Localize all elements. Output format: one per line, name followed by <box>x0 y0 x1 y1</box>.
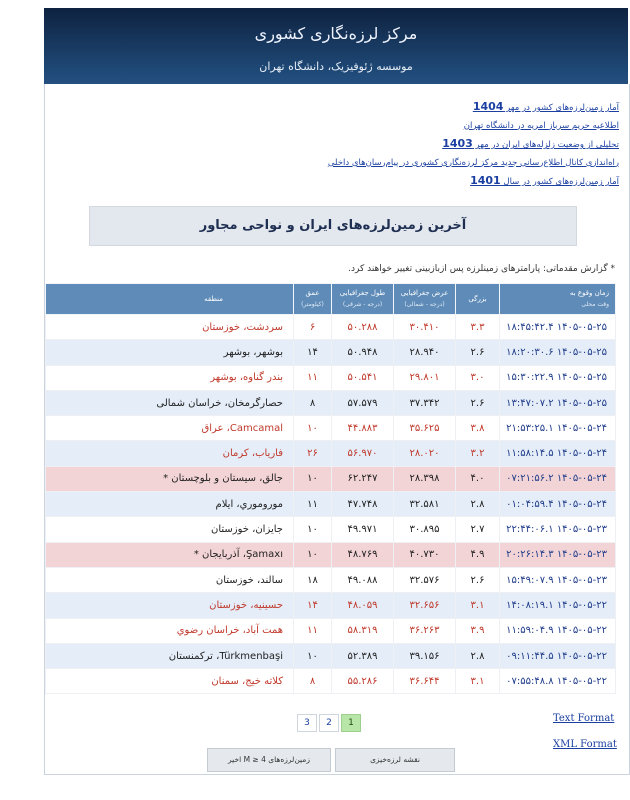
news-link-text: راه‌اندازی کانال اطلاع‌رسانی جدید مرکز لرزه‌نگاری کشوری در پیام‌رسان‌های داخلی <box>327 157 619 168</box>
col-header-latitude-label: عرض جغرافیایی <box>400 289 449 297</box>
longitude-cell: ۵۵.۲۸۶ <box>332 669 394 694</box>
longitude-cell: ۵۰.۵۴۱ <box>332 365 394 390</box>
earthquake-table <box>45 283 616 694</box>
table-row[interactable] <box>46 466 616 491</box>
longitude-cell: ۴۷.۷۴۸ <box>332 492 394 517</box>
event-time-cell[interactable]: ۱۴۰۵-۰۵-۲۵ ۱۸:۲۰:۳۰.۶ <box>500 340 616 365</box>
table-header-row <box>46 284 616 315</box>
latitude-cell: ۲۹.۸۰۱ <box>394 365 456 390</box>
col-header-region <box>46 284 294 315</box>
news-link-year: 1404 <box>472 100 504 113</box>
magnitude-cell: ۳.۲ <box>456 441 500 466</box>
depth-cell: ۶ <box>294 315 332 340</box>
site-title: مرکز لرزه‌نگاری کشوری <box>254 24 418 43</box>
latitude-cell: ۲۸.۰۲۰ <box>394 441 456 466</box>
magnitude-cell: ۲.۶ <box>456 340 500 365</box>
magnitude-cell: ۲.۷ <box>456 517 500 542</box>
latitude-cell: ۳۶.۶۴۴ <box>394 669 456 694</box>
depth-cell: ۸ <box>294 390 332 415</box>
news-link-text: آمار زمین‌لرزه‌های کشور در مهر <box>503 103 619 113</box>
site-subtitle: موسسه ژئوفیزیک، دانشگاه تهران <box>259 60 413 73</box>
table-row[interactable] <box>46 340 616 365</box>
col-header-time-label: زمان وقوع به <box>569 289 609 297</box>
depth-cell: ۱۴ <box>294 593 332 618</box>
depth-cell: ۱۸ <box>294 567 332 592</box>
region-cell[interactable]: بوشهر، بوشهر <box>46 340 294 365</box>
region-cell[interactable]: Türkmenbaşi، ترکمنستان <box>46 643 294 668</box>
news-link-text: آمار زمین‌لرزه‌های کشور در سال <box>500 177 619 187</box>
event-time-cell[interactable]: ۱۴۰۵-۰۵-۲۲ ۰۷:۵۵:۴۸.۸ <box>500 669 616 694</box>
longitude-cell: ۵۰.۹۴۸ <box>332 340 394 365</box>
news-link-text: تحلیلی از وضعیت زلزله‌های ایران در مهر <box>472 140 619 150</box>
recent-m4-button[interactable]: زمین‌لرزه‌های M ≥ 4 اخیر <box>207 748 331 772</box>
format-links <box>553 706 617 758</box>
seismicity-map-button[interactable]: نقشه لرزه‌خیزی <box>335 748 455 772</box>
table-row[interactable] <box>46 669 616 694</box>
col-header-time-sub: وقت محلی <box>581 301 609 308</box>
event-time-cell[interactable]: ۱۴۰۵-۰۵-۲۴ ۰۷:۲۱:۵۶.۲ <box>500 466 616 491</box>
page-link[interactable]: 1 <box>341 714 361 732</box>
col-header-depth <box>294 284 332 315</box>
col-header-time <box>500 284 616 315</box>
region-cell[interactable]: کلاته خيج، سمنان <box>46 669 294 694</box>
longitude-cell: ۴۴.۸۸۳ <box>332 416 394 441</box>
latest-earthquakes-heading: آخرین زمین‌لرزه‌های ایران و نواحی مجاور <box>89 206 577 246</box>
latitude-cell: ۳۵.۶۲۵ <box>394 416 456 441</box>
table-row[interactable] <box>46 416 616 441</box>
pagination <box>297 714 363 733</box>
depth-cell: ۱۱ <box>294 618 332 643</box>
region-cell[interactable]: موروموري، ايلام <box>46 492 294 517</box>
table-row[interactable] <box>46 542 616 567</box>
region-cell[interactable]: جالق، سيستان و بلوچستان * <box>46 466 294 491</box>
news-link[interactable] <box>328 135 619 155</box>
region-cell[interactable]: جايزان، خوزستان <box>46 517 294 542</box>
col-header-longitude-sub: (درجه - شرقی) <box>342 301 383 308</box>
magnitude-cell: ۳.۳ <box>456 315 500 340</box>
region-cell[interactable]: حصارگرمخان، خراسان شمالی <box>46 390 294 415</box>
event-time-cell[interactable]: ۱۴۰۵-۰۵-۲۲ ۱۴:۰۸:۱۹.۱ <box>500 593 616 618</box>
col-header-depth-sub: (کیلومتر) <box>301 301 324 308</box>
magnitude-cell: ۴.۹ <box>456 542 500 567</box>
magnitude-cell: ۳.۱ <box>456 669 500 694</box>
depth-cell: ۱۱ <box>294 492 332 517</box>
event-time-cell[interactable]: ۱۴۰۵-۰۵-۲۵ ۱۵:۳۰:۲۲.۹ <box>500 365 616 390</box>
news-link[interactable] <box>328 118 619 136</box>
event-time-cell[interactable]: ۱۴۰۵-۰۵-۲۴ ۲۱:۵۳:۲۵.۱ <box>500 416 616 441</box>
table-row[interactable] <box>46 390 616 415</box>
col-header-longitude <box>332 284 394 315</box>
magnitude-cell: ۴.۰ <box>456 466 500 491</box>
depth-cell: ۲۶ <box>294 441 332 466</box>
depth-cell: ۱۱ <box>294 365 332 390</box>
longitude-cell: ۴۸.۷۶۹ <box>332 542 394 567</box>
col-header-latitude-sub: (درجه - شمالی) <box>404 301 445 308</box>
news-link[interactable] <box>328 172 619 192</box>
page-link[interactable]: 2 <box>319 714 339 732</box>
depth-cell: ۱۰ <box>294 517 332 542</box>
table-row[interactable] <box>46 315 616 340</box>
event-time-cell[interactable]: ۱۴۰۵-۰۵-۲۲ ۰۹:۱۱:۴۴.۵ <box>500 643 616 668</box>
news-link[interactable] <box>328 155 619 173</box>
event-time-cell[interactable]: ۱۴۰۵-۰۵-۲۲ ۱۱:۵۹:۰۴.۹ <box>500 618 616 643</box>
region-cell[interactable]: بندر گناوه، بوشهر <box>46 365 294 390</box>
magnitude-cell: ۲.۶ <box>456 567 500 592</box>
latitude-cell: ۳۹.۱۵۶ <box>394 643 456 668</box>
longitude-cell: ۵۲.۳۸۹ <box>332 643 394 668</box>
col-header-longitude-label: طول جغرافیایی <box>339 289 386 297</box>
event-time-cell[interactable]: ۱۴۰۵-۰۵-۲۵ ۱۳:۴۷:۰۷.۲ <box>500 390 616 415</box>
longitude-cell: ۴۸.۰۵۹ <box>332 593 394 618</box>
event-time-cell[interactable]: ۱۴۰۵-۰۵-۲۵ ۱۸:۴۵:۴۲.۴ <box>500 315 616 340</box>
event-time-cell[interactable]: ۱۴۰۵-۰۵-۲۳ ۲۰:۲۶:۱۴.۳ <box>500 542 616 567</box>
latitude-cell: ۲۸.۳۹۸ <box>394 466 456 491</box>
event-time-cell[interactable]: ۱۴۰۵-۰۵-۲۳ ۱۵:۴۹:۰۷.۹ <box>500 567 616 592</box>
latitude-cell: ۳۶.۲۶۳ <box>394 618 456 643</box>
magnitude-cell: ۲.۸ <box>456 492 500 517</box>
magnitude-cell: ۳.۹ <box>456 618 500 643</box>
latitude-cell: ۳۰.۴۱۰ <box>394 315 456 340</box>
latitude-cell: ۳۲.۵۸۱ <box>394 492 456 517</box>
depth-cell: ۱۰ <box>294 542 332 567</box>
longitude-cell: ۵۶.۹۷۰ <box>332 441 394 466</box>
region-cell[interactable]: سالند، خوزستان <box>46 567 294 592</box>
region-cell[interactable]: سردشت، خوزستان <box>46 315 294 340</box>
table-row[interactable] <box>46 517 616 542</box>
longitude-cell: ۴۹.۰۸۸ <box>332 567 394 592</box>
col-header-magnitude <box>456 284 500 315</box>
event-time-cell[interactable]: ۱۴۰۵-۰۵-۲۴ ۰۱:۰۴:۵۹.۴ <box>500 492 616 517</box>
table-row[interactable] <box>46 593 616 618</box>
region-cell[interactable]: همت آباد، خراسان رضوي <box>46 618 294 643</box>
region-cell[interactable]: Şamaxı، آذربايجان * <box>46 542 294 567</box>
latitude-cell: ۴۰.۷۳۰ <box>394 542 456 567</box>
xml-format-link[interactable]: XML Format <box>553 739 617 750</box>
event-time-cell[interactable]: ۱۴۰۵-۰۵-۲۴ ۱۱:۵۸:۱۴.۵ <box>500 441 616 466</box>
latitude-cell: ۳۲.۶۵۶ <box>394 593 456 618</box>
table-row[interactable] <box>46 618 616 643</box>
longitude-cell: ۵۷.۵۷۹ <box>332 390 394 415</box>
longitude-cell: ۶۲.۲۴۷ <box>332 466 394 491</box>
col-header-latitude <box>394 284 456 315</box>
depth-cell: ۸ <box>294 669 332 694</box>
region-cell[interactable]: فارياب، کرمان <box>46 441 294 466</box>
longitude-cell: ۵۸.۳۱۹ <box>332 618 394 643</box>
magnitude-cell: ۳.۱ <box>456 593 500 618</box>
magnitude-cell: ۳.۰ <box>456 365 500 390</box>
earthquake-table-body <box>46 315 616 694</box>
latitude-cell: ۳۰.۸۹۵ <box>394 517 456 542</box>
text-format-link[interactable]: Text Format <box>553 713 615 724</box>
col-header-magnitude-label: بزرگی <box>468 294 487 303</box>
table-row[interactable] <box>46 365 616 390</box>
col-header-region-label: منطقه <box>204 294 223 303</box>
table-row[interactable] <box>46 492 616 517</box>
depth-cell: ۱۰ <box>294 416 332 441</box>
depth-cell: ۱۴ <box>294 340 332 365</box>
region-cell[interactable]: Camcamal، عراق <box>46 416 294 441</box>
news-link-year: 1403 <box>442 137 473 150</box>
news-link[interactable] <box>328 98 619 118</box>
depth-cell: ۱۰ <box>294 466 332 491</box>
news-link-year: 1401 <box>470 174 501 187</box>
table-row[interactable] <box>46 643 616 668</box>
news-links <box>328 98 619 192</box>
site-header <box>44 8 628 84</box>
news-link-text: اطلاعیه حریم سرباز امریه در دانشگاه تهران <box>463 120 619 131</box>
table-row[interactable] <box>46 441 616 466</box>
depth-cell: ۱۰ <box>294 643 332 668</box>
main-content <box>44 84 630 775</box>
latitude-cell: ۳۷.۳۴۲ <box>394 390 456 415</box>
latitude-cell: ۳۲.۵۷۶ <box>394 567 456 592</box>
region-cell[interactable]: حسينيه، خوزستان <box>46 593 294 618</box>
latitude-cell: ۲۸.۹۴۰ <box>394 340 456 365</box>
page-link[interactable]: 3 <box>297 714 317 732</box>
longitude-cell: ۴۹.۹۷۱ <box>332 517 394 542</box>
longitude-cell: ۵۰.۲۸۸ <box>332 315 394 340</box>
table-row[interactable] <box>46 567 616 592</box>
preliminary-report-notice: * گزارش مقدماتی: پارامترهای زمینلرزه پس ازبازبینی تغییر خواهند کرد. <box>348 264 615 274</box>
col-header-depth-label: عمق <box>305 289 320 297</box>
event-time-cell[interactable]: ۱۴۰۵-۰۵-۲۳ ۲۲:۴۴:۰۶.۱ <box>500 517 616 542</box>
magnitude-cell: ۳.۸ <box>456 416 500 441</box>
magnitude-cell: ۲.۸ <box>456 643 500 668</box>
magnitude-cell: ۲.۶ <box>456 390 500 415</box>
